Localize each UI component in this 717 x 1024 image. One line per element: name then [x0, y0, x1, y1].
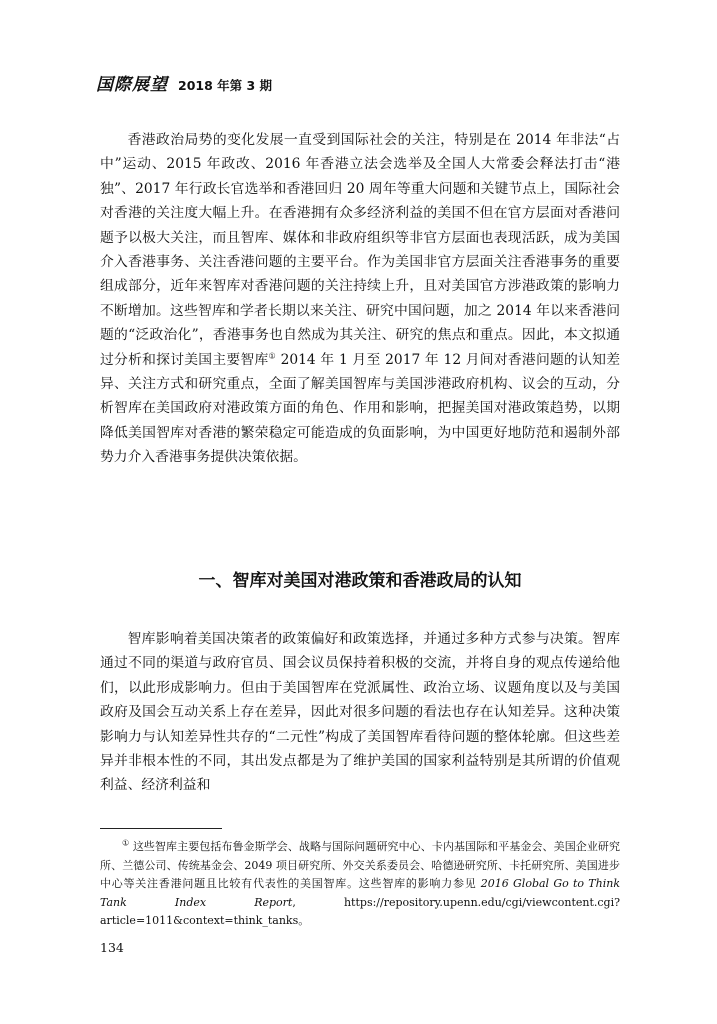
footnote-text-after[interactable]: , https://repository.upenn.edu/cgi/viewcontent.cgi?article=1011&context=think_tanks。: [100, 895, 620, 928]
issue-label: 2018 年第 3 期: [178, 78, 273, 93]
footnote-mark: ①: [122, 838, 130, 848]
footnote-text-before: 这些智库主要包括布鲁金斯学会、战略与国际问题研究中心、卡内基国际和平基金会、美国企业研究所、兰德公司、传统基金会、2049 项目研究所、外交关系委员会、哈德逊研究所、卡托研究所、美国进步中心等关注香港问题且比较有代表性的美国智库。这些智库的影响力参见: [100, 840, 620, 891]
footnote-report-title: 2016 Global Go to Think Tank Index Report: [100, 877, 620, 909]
journal-name: 国際展望: [96, 75, 168, 95]
footnote-divider: [100, 828, 222, 829]
footnote-reference[interactable]: ①: [268, 351, 276, 361]
page-number: 134: [100, 940, 124, 955]
running-header: [96, 70, 272, 95]
section-title: 一、智库对美国对港政策和香港政局的认知: [198, 571, 522, 591]
body-paragraph-1: [100, 128, 620, 470]
para1-text-before: 香港政治局势的变化发展一直受到国际社会的关注，特别是在 2014 年非法“占中”运动、2015 年政改、2016 年香港立法会选举及全国人大常委会释法打击“港独”、2017 年行政长官选举和香港回归 20 周年等重大问题和关键节点上，国际社会对香港的关注度大幅上升。在香港拥有众多经济利益的美国不但在官方层面对香港问题予以极大关注，而且智库、媒体和非政府组织等非官方层面也表现活跃，成为美国介入香港事务、关注香港问题的主要平台。作为美国非官方层面关注香港事务的重要组成部分，近年来智库对香港问题的关注持续上升，且对美国官方涉港政策的影响力不断增加。这些智库和学者长期以来关注、研究中国问题，加之 2014 年以来香港问题的“泛政治化”，香港事务也自然成为其关注、研究的焦点和重点。因此，本文拟通过分析和探讨美国主要智库: [100, 132, 620, 368]
body-paragraph-2: 智库影响着美国决策者的政策偏好和政策选择，并通过多种方式参与决策。智库通过不同的渠道与政府官员、国会议员保持着积极的交流，并将自身的观点传递给他们，以此形成影响力。但由于美国智库在党派属性、政治立场、议题角度以及与美国政府及国会互动关系上存在差异，因此对很多问题的看法也存在认知差异。这种决策影响力与认知差异性共存的“二元性”构成了美国智库看待问题的整体轮廓。但这些差异并非根本性的不同，其出发点都是为了维护美国的国家利益特别是其所谓的价值观利益、经济利益和: [100, 631, 620, 794]
para1-text-after: 2014 年 1 月至 2017 年 12 月间对香港问题的认知差异、关注方式和研究重点，全面了解美国智库与美国涉港政府机构、议会的互动，分析智库在美国政府对港政策方面的角色、作用和影响，把握美国对港政策趋势，以期降低美国智库对香港的繁荣稳定可能造成的负面影响，为中国更好地防范和遏制外部势力介入香港事务提供决策依据。: [100, 351, 620, 466]
footnote: [100, 838, 620, 931]
